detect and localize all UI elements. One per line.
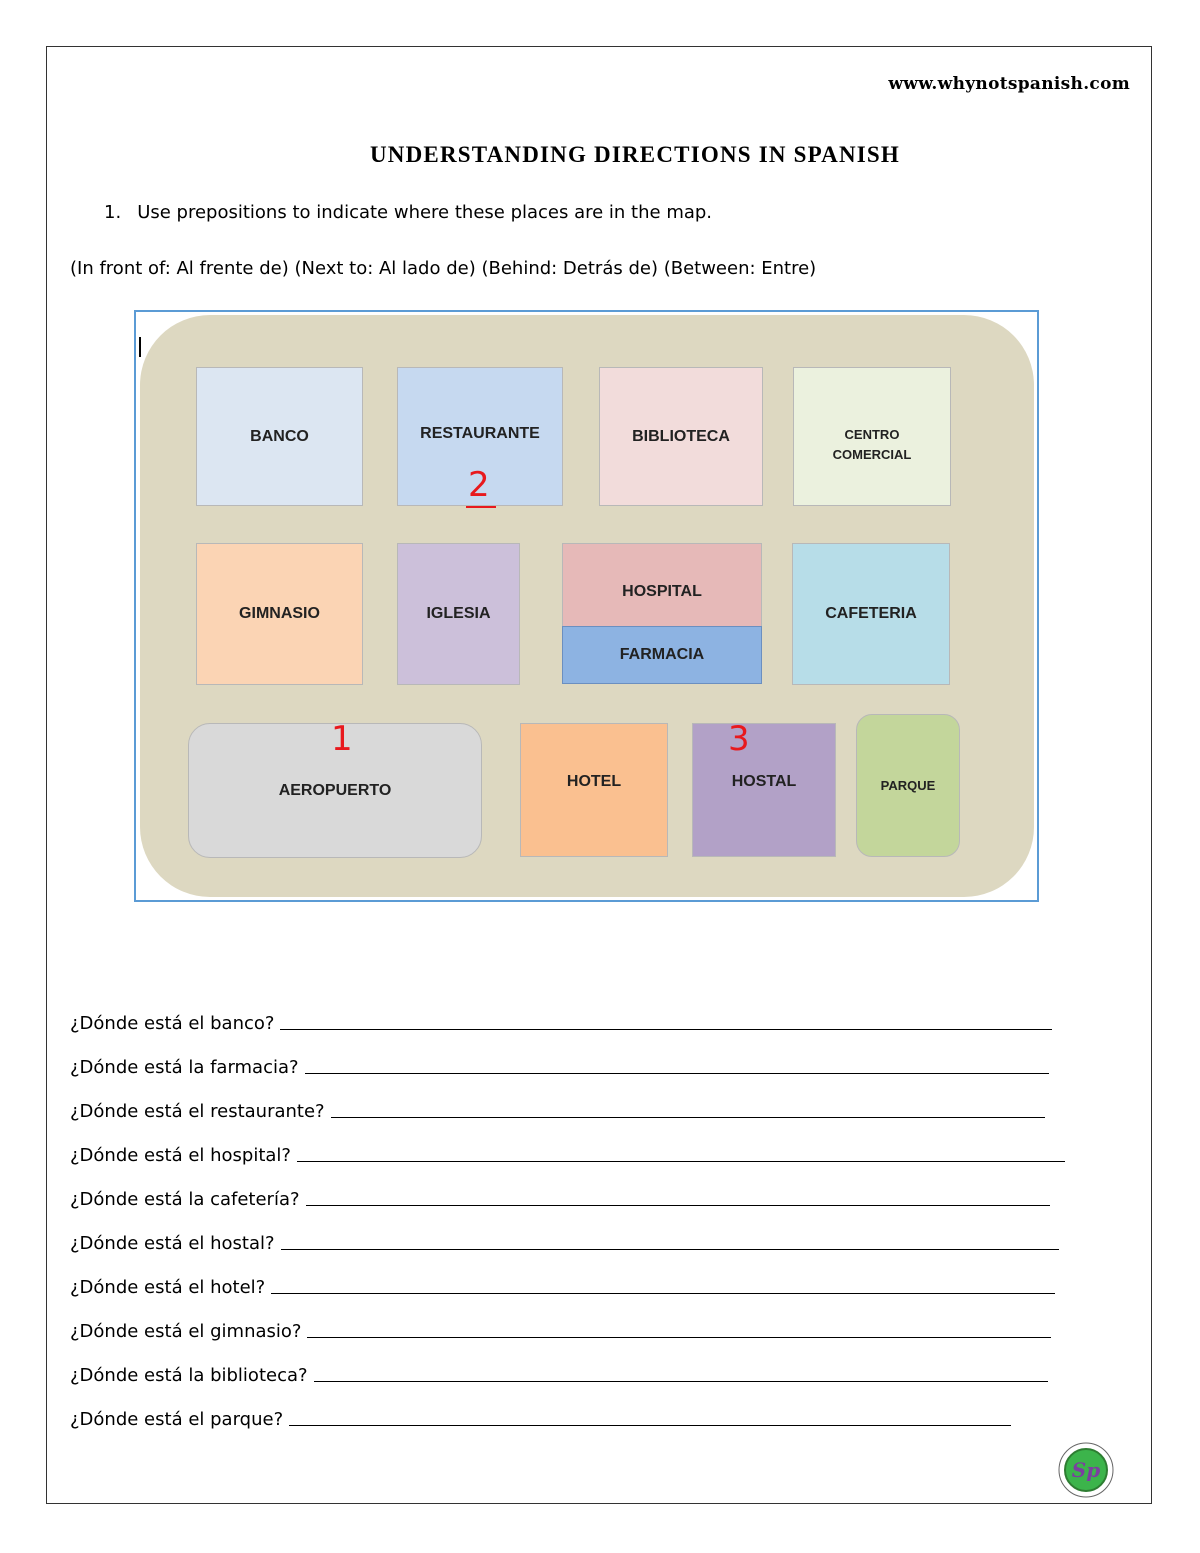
question-text: ¿Dónde está el hospital?	[70, 1145, 291, 1166]
answer-line[interactable]	[314, 1381, 1048, 1382]
question-row	[70, 1210, 1090, 1254]
map-label-farmacia: FARMACIA	[619, 646, 705, 663]
question-text: ¿Dónde está la biblioteca?	[70, 1365, 308, 1386]
map-block-hostal	[692, 719, 836, 857]
question-text: ¿Dónde está el hotel?	[70, 1277, 266, 1298]
handwritten-marker-3: 3	[728, 719, 750, 759]
site-url: www.whynotspanish.com	[888, 74, 1130, 94]
question-row	[70, 1034, 1090, 1078]
question-row	[70, 1342, 1090, 1386]
questions-list	[70, 990, 1090, 1430]
map-label-gimnasio: GIMNASIO	[239, 605, 320, 622]
instruction	[104, 202, 712, 223]
map-block-iglesia	[397, 543, 520, 685]
answer-line[interactable]	[306, 1205, 1050, 1206]
map-block-farmacia	[562, 626, 762, 684]
map-block-gimnasio	[196, 543, 363, 685]
marker-2-underline	[466, 506, 496, 508]
map-label-hospital: HOSPITAL	[622, 583, 702, 600]
map-label-parque: PARQUE	[880, 777, 936, 793]
answer-line[interactable]	[280, 1029, 1052, 1030]
question-row	[70, 1254, 1090, 1298]
answer-line[interactable]	[297, 1161, 1065, 1162]
page-title: UNDERSTANDING DIRECTIONS IN SPANISH	[370, 142, 900, 167]
question-row	[70, 1166, 1090, 1210]
handwritten-marker-2: 2	[468, 465, 490, 505]
question-text: ¿Dónde está el banco?	[70, 1013, 275, 1034]
instruction-text: Use prepositions to indicate where these places are in the map.	[137, 202, 713, 223]
handwritten-marker-1: 1	[331, 719, 353, 759]
question-text: ¿Dónde está la cafetería?	[70, 1189, 300, 1210]
question-row	[70, 1386, 1090, 1430]
map-block-hotel	[520, 723, 668, 857]
question-text: ¿Dónde está la farmacia?	[70, 1057, 299, 1078]
answer-line[interactable]	[305, 1073, 1049, 1074]
map-block-parque	[856, 714, 960, 857]
map-label-hotel: HOTEL	[566, 773, 622, 790]
text-cursor	[139, 337, 141, 357]
map-label-aeropuerto: AEROPUERTO	[278, 782, 392, 799]
map-label-cafeteria: CAFETERIA	[825, 605, 917, 622]
answer-line[interactable]	[271, 1293, 1055, 1294]
answer-line[interactable]	[307, 1337, 1051, 1338]
map-label-hostal: HOSTAL	[731, 773, 797, 790]
question-text: ¿Dónde está el gimnasio?	[70, 1321, 302, 1342]
question-text: ¿Dónde está el restaurante?	[70, 1101, 325, 1122]
question-row	[70, 1078, 1090, 1122]
answer-line[interactable]	[289, 1425, 1011, 1426]
map-block-centro-comercial	[793, 367, 951, 506]
prepositions-list: (In front of: Al frente de) (Next to: Al lado de) (Behind: Detrás de) (Between: Entre)	[70, 258, 817, 279]
question-row	[70, 990, 1090, 1034]
map-block-biblioteca	[599, 367, 763, 506]
map-block-cafeteria	[792, 543, 950, 685]
question-text: ¿Dónde está el hostal?	[70, 1233, 275, 1254]
map-label-restaurante: RESTAURANTE	[420, 425, 540, 442]
logo-text: Sp	[1071, 1458, 1101, 1482]
answer-line[interactable]	[331, 1117, 1045, 1118]
question-row	[70, 1298, 1090, 1342]
question-row	[70, 1122, 1090, 1166]
question-text: ¿Dónde está el parque?	[70, 1409, 284, 1430]
map-block-banco	[196, 367, 363, 506]
map-label-banco: BANCO	[250, 427, 309, 445]
map-label-biblioteca: BIBLIOTECA	[632, 427, 730, 445]
instruction-number: 1.	[104, 202, 122, 223]
whynotspanish-logo-icon	[1052, 1440, 1120, 1500]
map-label-iglesia: IGLESIA	[426, 605, 491, 622]
answer-line[interactable]	[281, 1249, 1059, 1250]
map-block-hospital	[562, 543, 762, 627]
map-label-centro-comercial: CENTRO COMERCIAL	[832, 427, 912, 462]
